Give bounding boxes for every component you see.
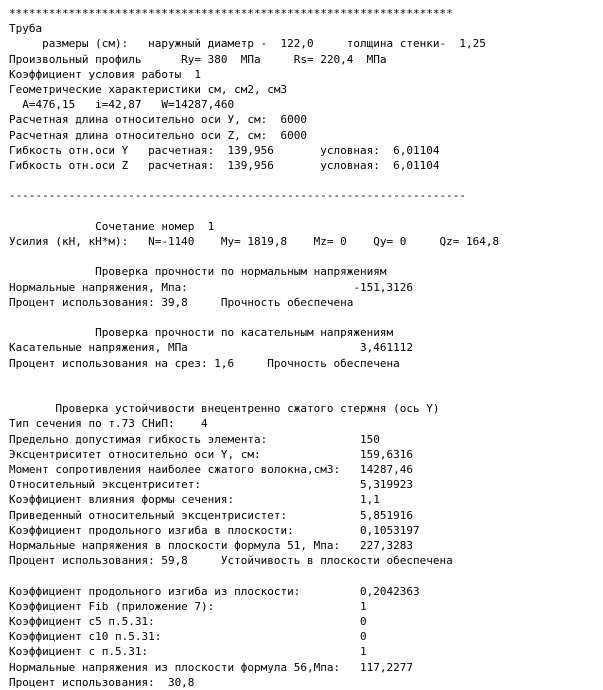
report-line: Касательные напряжения, МПа 3,461112 [9, 341, 413, 355]
report-line: Коэффициент продольного изгиба из плоскости: 0,2042363 [9, 584, 420, 598]
report-line: Проверка прочности по нормальным напряжениям [9, 265, 387, 279]
report-text-area [9, 6, 603, 689]
report-line: Коэффициент условия работы 1 [9, 67, 202, 81]
report-line: Процент использования на срез: 1,6 Прочность обеспечена [9, 356, 400, 370]
report-line: Нормальные напряжения, Мпа: -151,3126 [9, 280, 413, 294]
report-line: Тип сечения по т.73 СНиП: 4 [9, 417, 208, 431]
report-line: Предельно допустимая гибкость элемента: 150 [9, 432, 380, 446]
report-line: Процент использования: 39,8 Прочность обеспечена [9, 295, 354, 309]
report-line: Приведенный относительный эксцентрисистет: 5,851916 [9, 508, 413, 522]
report-line: Усилия (кН, кН*м): N=-1140 My= 1819,8 Mz= 0 Qy= 0 Qz= 164,8 [9, 235, 500, 248]
report-line: Расчетная длина относительно оси У, см: 6000 [9, 113, 308, 127]
report-line: Геометрические характеристики см, см2, см3 [9, 83, 288, 96]
report-line: Эксцентриситет относительно оси Y, см: 159,6316 [9, 447, 413, 461]
report-line: Процент использования: 30,8 [9, 675, 195, 689]
report-line: Гибкость отн.оси Y расчетная: 139,956 условная: 6,01104 [9, 143, 440, 157]
report-line: Проверка прочности по касательным напряжениям [9, 326, 394, 340]
report-line: --------------------------------------------------------------------- [9, 189, 466, 203]
report-line: Процент использования: 59,8 Устойчивость в плоскости обеспечена [9, 554, 453, 568]
report-line: Относительный эксцентриситет: 5,319923 [9, 478, 413, 492]
report-line: Нормальные напряжения из плоскости формула 56,Мпа: 117,2277 [9, 660, 413, 674]
report-line: Проверка устойчивости внецентренно сжатого стержня (ось Y) [9, 402, 440, 416]
report-line: Расчетная длина относительно оси Z, см: 6000 [9, 128, 308, 142]
report-line: Коэффициент влияния формы сечения: 1,1 [9, 493, 380, 507]
report-line: Момент сопротивления наиболее сжатого волокна,см3: 14287,46 [9, 463, 413, 476]
report-line: ******************************************************************* [9, 7, 453, 20]
report-line: Гибкость отн.оси Z расчетная: 139,956 условная: 6,01104 [9, 159, 440, 172]
report-line: Произвольный профиль Ry= 380 МПа Rs= 220,4 МПа [9, 52, 387, 66]
report-line: Коэффициент продольного изгиба в плоскости: 0,1053197 [9, 523, 420, 537]
report-line: размеры (см): наружный диаметр - 122,0 толщина стенки- 1,25 [9, 37, 486, 51]
report-line: Сочетание номер 1 [9, 219, 215, 233]
report-line: Коэффициент c5 п.5.31: 0 [9, 615, 367, 628]
report-line: Коэффициент Fib (приложение 7): 1 [9, 599, 367, 613]
report-line: Нормальные напряжения в плоскости формула 51, Мпа: 227,3283 [9, 539, 413, 552]
report-line: Коэффициент c10 п.5.31: 0 [9, 630, 367, 644]
report-line: Труба [9, 22, 43, 36]
report-line: A=476,15 i=42,87 W=14287,460 [9, 98, 235, 112]
report-line: Коэффициент с п.5.31: 1 [9, 645, 367, 659]
